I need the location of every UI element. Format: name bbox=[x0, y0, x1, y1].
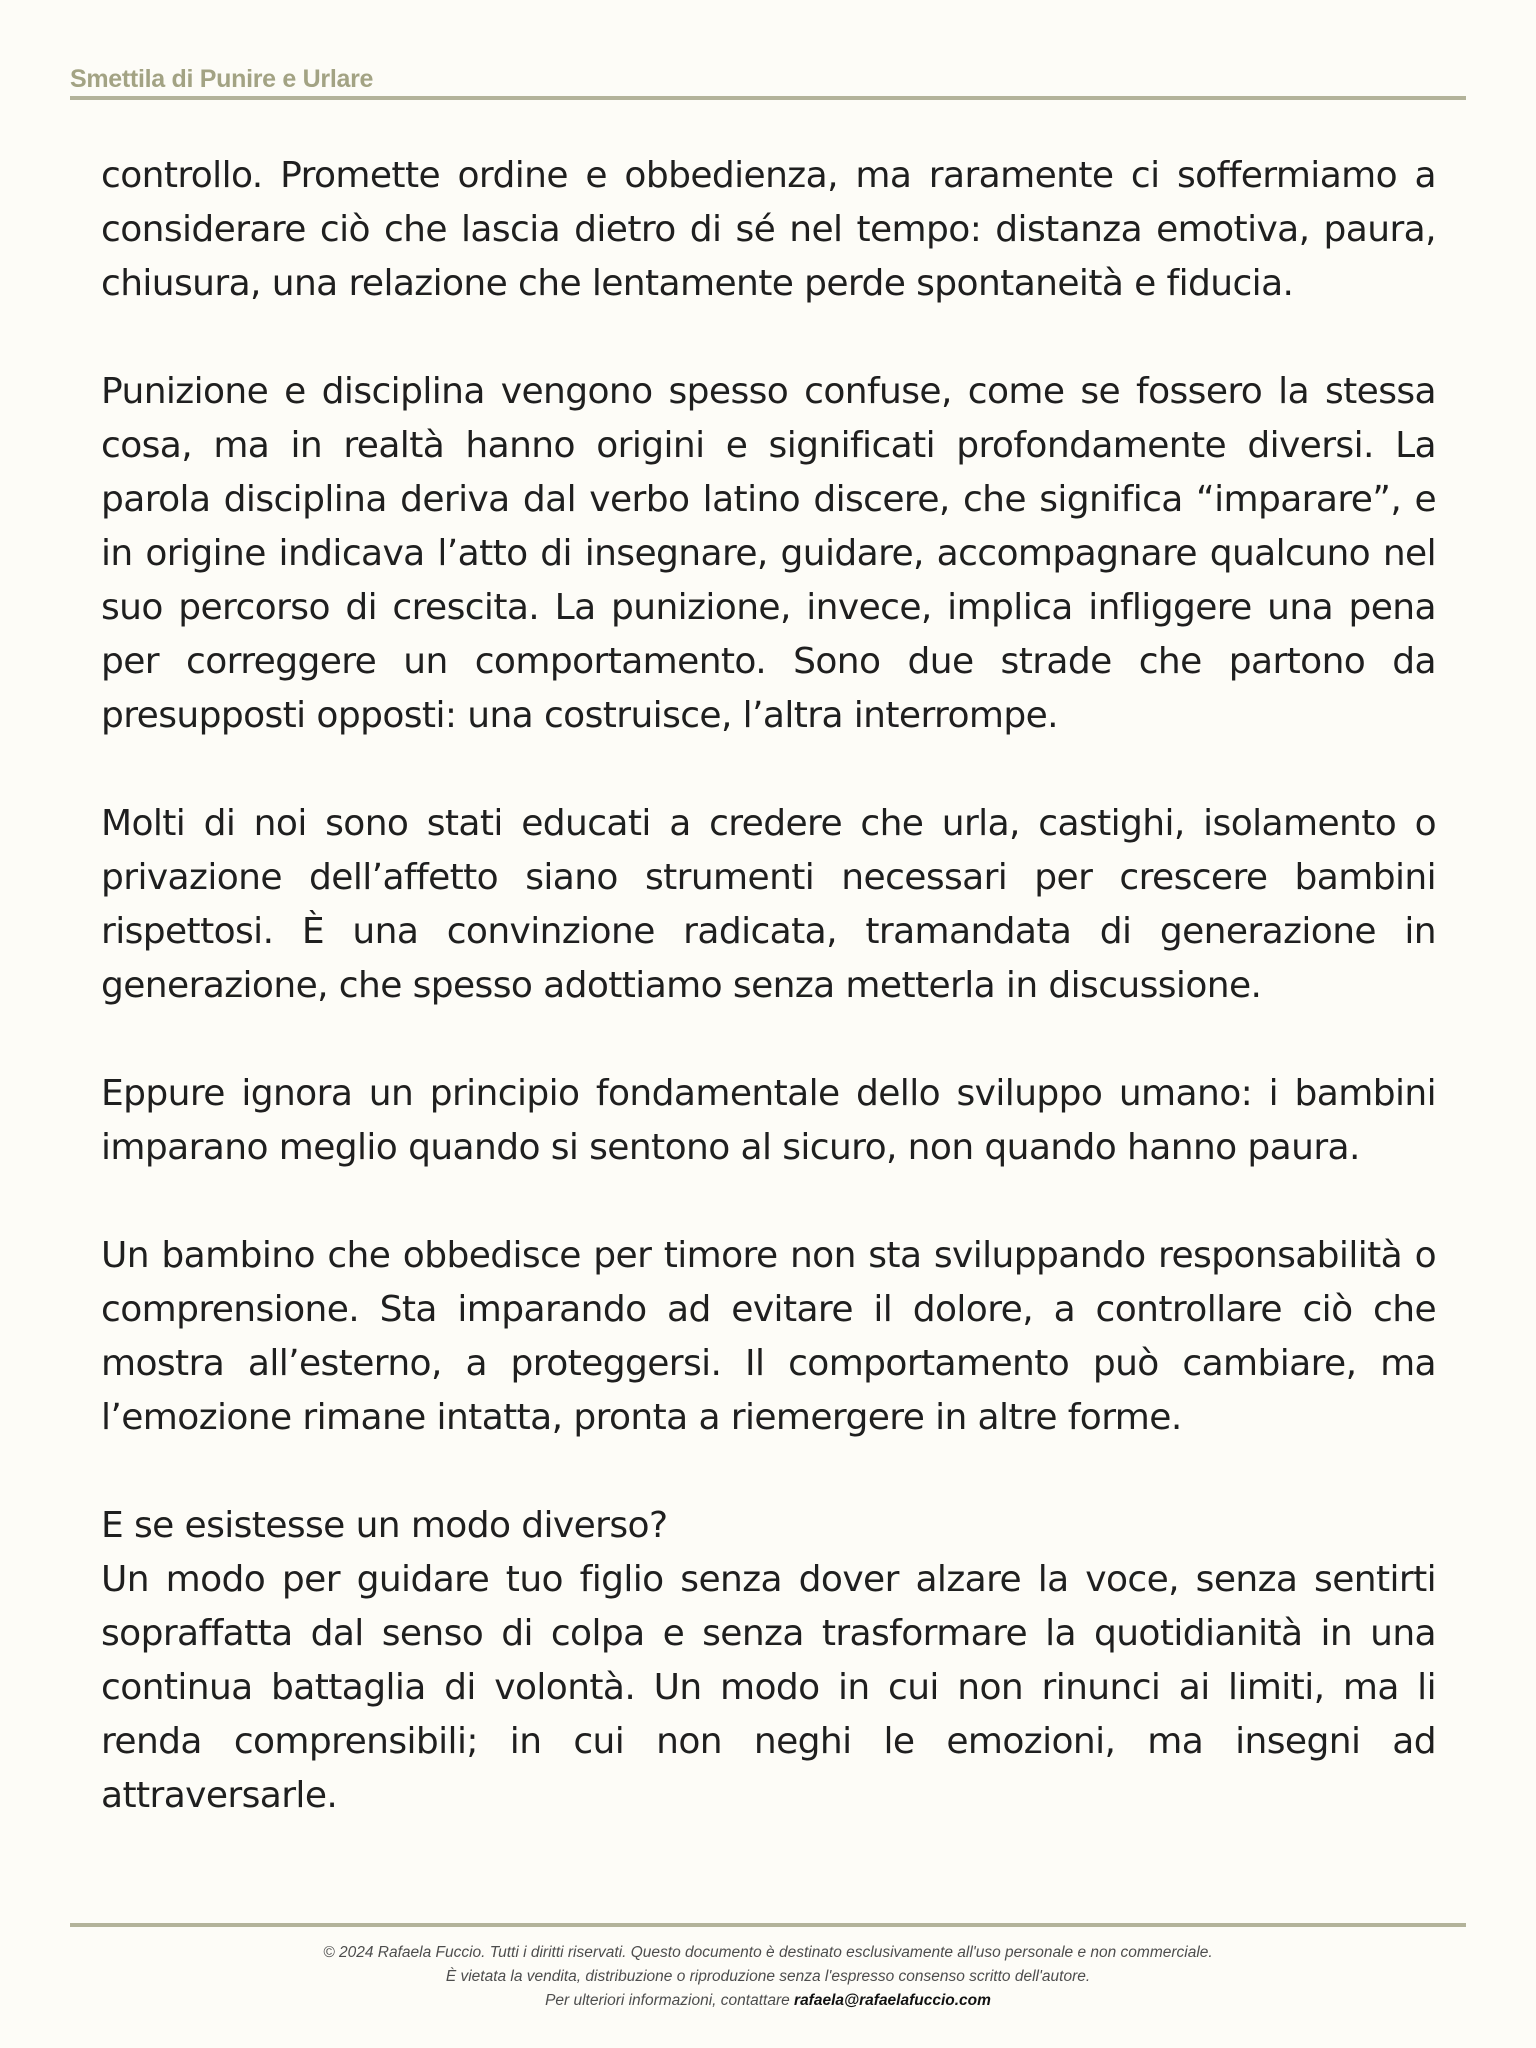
restriction-line: È vietata la vendita, distribuzione o riproduzione senza l'espresso consenso scritto dell'autore. bbox=[445, 1968, 1091, 1985]
paragraph-punishment-vs-discipline: Punizione e disciplina vengono spesso confuse, come se fossero la stessa cosa, ma in realtà hanno origini e significati profondamente diversi. La parola disciplina deriva dal verbo latino discere, che significa “imparare”, e in origine indicava l’atto di insegnare, guidare, accompagnare qualcuno nel suo percorso di crescita. La punizione, invece, implica infliggere una pena per correggere un comportamento. Sono due strade che partono da presupposti opposti: una costruisce, l’altra interrompe. bbox=[101, 371, 1436, 736]
paragraph-safety-principle: Eppure ignora un principio fondamentale dello sviluppo umano: i bambini imparano meglio quando si sentono al sicuro, non quando hanno paura. bbox=[101, 1073, 1436, 1168]
copyright-line: © 2024 Rafaela Fuccio. Tutti i diritti riservati. Questo documento è destinato esclusivamente all'uso personale e non commerciale. bbox=[323, 1944, 1213, 1961]
paragraph-fear-obedience: Un bambino che obbedisce per timore non sta sviluppando responsabilità o comprensione. Sta imparando ad evitare il dolore, a controllare ciò che mostra all’esterno, a proteggersi. Il comportamento può cambiare, ma l’emozione rimane intatta, pronta a riemergere in altre forme. bbox=[101, 1235, 1436, 1438]
contact-prefix: Per ulteriori informazioni, contattare bbox=[545, 1992, 795, 2009]
page-header bbox=[70, 62, 1466, 100]
copyright-notice bbox=[70, 1941, 1466, 2013]
contact-email[interactable]: rafaela@rafaelafuccio.com bbox=[794, 1992, 991, 2009]
document-title: Smettila di Punire e Urlare bbox=[70, 65, 374, 93]
page-footer bbox=[70, 1923, 1466, 2013]
paragraph-control: controllo. Promette ordine e obbedienza, ma raramente ci soffermiamo a considerare ciò che lascia dietro di sé nel tempo: distanza emotiva, paura, chiusura, una relazione che lentamente perde spontaneità e fiducia. bbox=[101, 155, 1436, 304]
paragraph-educated-beliefs: Molti di noi sono stati educati a credere che urla, castighi, isolamento o privazione dell’affetto siano strumenti necessari per crescere bambini rispettosi. È una convinzione radicata, tramandata di generazione in generazione, che spesso adottiamo senza metterla in discussione. bbox=[101, 803, 1436, 1006]
document-body bbox=[101, 149, 1436, 1877]
paragraph-question: E se esistesse un modo diverso? bbox=[101, 1505, 668, 1546]
contact-line bbox=[70, 1989, 1466, 2013]
paragraph-different-way: Un modo per guidare tuo figlio senza dover alzare la voce, senza sentirti sopraffatta dal senso di colpa e senza trasformare la quotidianità in una continua battaglia di volontà. Un modo in cui non rinunci ai limiti, ma li renda comprensibili; in cui non neghi le emozioni, ma insegni ad attraversarle. bbox=[101, 1559, 1436, 1816]
